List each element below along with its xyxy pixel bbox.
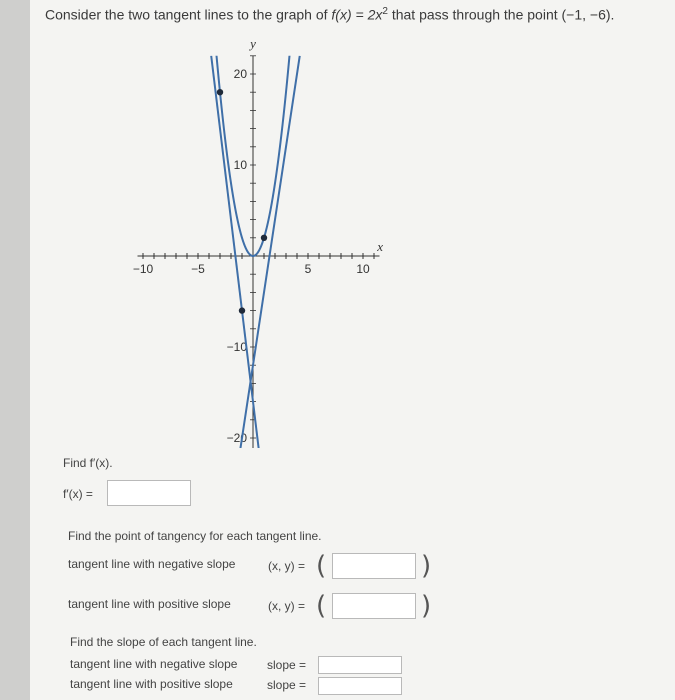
slopes-neg-input[interactable] <box>318 656 402 674</box>
tangency-pos-close-paren: ) <box>421 591 432 621</box>
x-tick-label: 5 <box>304 262 312 276</box>
slopes-pos-label: tangent line with positive slope <box>70 677 233 691</box>
y-tick-label: −10 <box>226 340 247 354</box>
problem-function-exponent: 2 <box>382 6 388 17</box>
tangency-neg-close-paren: ) <box>421 551 432 581</box>
derivative-input[interactable] <box>107 480 191 506</box>
slopes-prompt: Find the slope of each tangent line. <box>70 635 257 649</box>
tangency-neg-open-paren: ( <box>316 551 327 581</box>
problem-statement <box>45 6 614 23</box>
x-tick-label: −10 <box>132 262 154 276</box>
slopes-neg-label: tangent line with negative slope <box>70 657 238 671</box>
tangency-point-positive <box>261 235 267 241</box>
external-point <box>239 307 245 313</box>
y-tick-label: −20 <box>226 431 247 445</box>
y-tick-label: 20 <box>233 67 247 81</box>
problem-intro-suffix: that pass through the point (−1, −6). <box>391 6 615 23</box>
slopes-pos-input[interactable] <box>318 677 402 695</box>
tangent-lines-graph <box>110 38 400 448</box>
slopes-pos-slope-label: slope = <box>267 678 307 692</box>
tangency-pos-open-paren: ( <box>316 591 327 621</box>
tangency-prompt: Find the point of tangency for each tangent line. <box>68 529 322 543</box>
x-axis-label: x <box>377 239 384 254</box>
tangent-line-negative-slope <box>211 56 259 448</box>
derivative-prompt: Find f′(x). <box>63 456 113 470</box>
slopes-neg-slope-label: slope = <box>267 658 307 672</box>
y-tick-label: 10 <box>233 158 247 172</box>
tangency-pos-input[interactable] <box>332 593 416 619</box>
tangency-neg-label: tangent line with negative slope <box>68 557 236 571</box>
problem-function: f(x) = 2x <box>331 6 383 23</box>
x-tick-label: 10 <box>356 262 370 276</box>
y-axis-label: y <box>250 38 256 51</box>
tangency-pos-xy-label: (x, y) = <box>268 599 306 613</box>
tangency-neg-xy-label: (x, y) = <box>268 559 306 573</box>
tangency-point-negative <box>217 89 223 95</box>
tangency-pos-label: tangent line with positive slope <box>68 597 231 611</box>
derivative-label: f′(x) = <box>63 487 93 501</box>
problem-intro-prefix: Consider the two tangent lines to the graph of <box>45 6 328 23</box>
tangency-neg-input[interactable] <box>332 553 416 579</box>
x-tick-label: −5 <box>191 262 205 276</box>
parabola-curve <box>204 38 293 256</box>
